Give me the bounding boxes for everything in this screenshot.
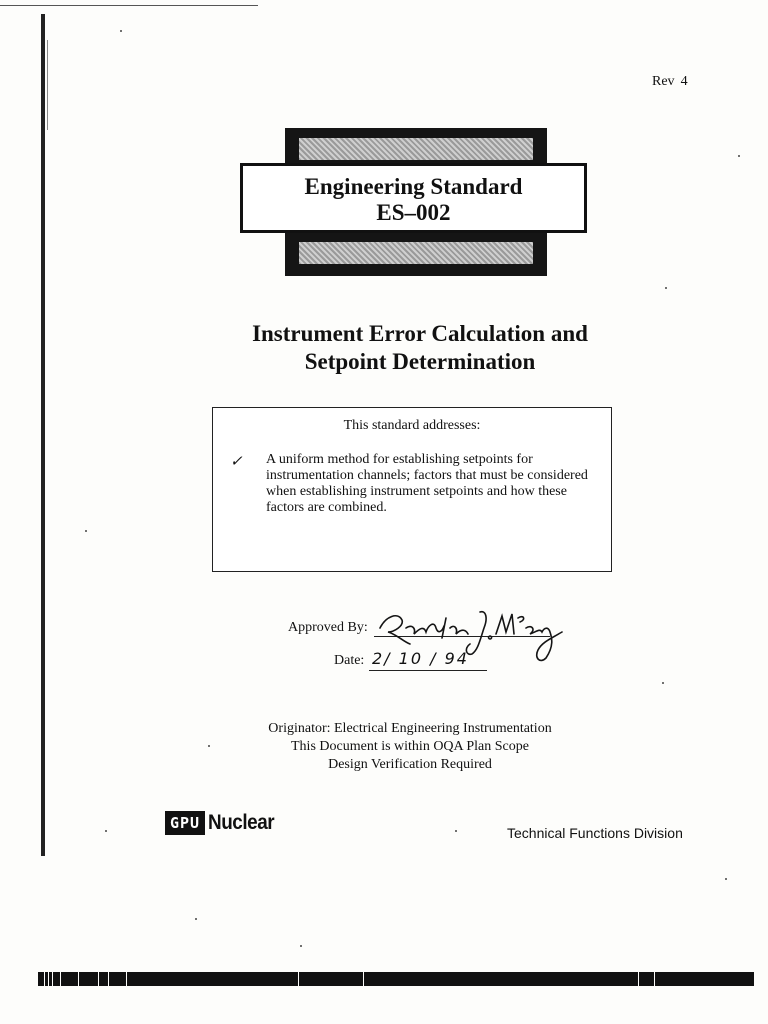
halftone-band-bottom [299, 242, 533, 264]
standard-box [240, 163, 587, 233]
approved-by-label: Approved By: [288, 620, 368, 635]
scope-line: This Document is within OQA Plan Scope [291, 739, 529, 754]
date-value: 2/ 10 / 94 [372, 649, 469, 668]
addresses-heading: This standard addresses: [343, 418, 481, 433]
scan-speck [455, 830, 457, 832]
date-line [369, 670, 487, 671]
date-label: Date: [334, 653, 365, 668]
checkmark-icon: ✓ [230, 454, 243, 470]
scan-speck [85, 530, 87, 532]
logo-name: Nuclear [208, 811, 275, 834]
scan-speck [120, 30, 122, 32]
scan-speck [195, 918, 197, 920]
left-margin-mark [47, 40, 48, 130]
title-line-2: Setpoint Determination [304, 349, 536, 374]
bottom-scan-band [38, 972, 754, 986]
scan-speck [665, 287, 667, 289]
division-name: Technical Functions Division [507, 825, 683, 841]
addresses-item: A uniform method for establishing setpoints for instrumentation channels; factors that must be considered when establishing instrument setpoints and how these factors are combined. [266, 452, 588, 515]
revision [652, 74, 688, 90]
scan-speck [105, 830, 107, 832]
scan-speck [300, 945, 302, 947]
top-rule [0, 5, 258, 6]
addresses-box [212, 407, 612, 572]
gpu-nuclear-logo [165, 811, 282, 835]
gpu-logo-mark: GPU [165, 811, 205, 835]
scan-speck [738, 155, 740, 157]
originator-line: Originator: Electrical Engineering Instrumentation [268, 721, 552, 736]
verification-line: Design Verification Required [328, 757, 492, 772]
originator-block [200, 720, 620, 774]
rev-label: Rev [652, 74, 675, 89]
standard-name: Engineering Standard [304, 174, 523, 199]
scan-speck [725, 878, 727, 880]
rev-number: 4 [680, 74, 688, 89]
scan-speck [208, 745, 210, 747]
document-title [200, 320, 640, 376]
halftone-band-top [299, 138, 533, 160]
standard-number: ES–002 [376, 200, 451, 225]
title-line-1: Instrument Error Calculation and [252, 321, 588, 346]
scan-speck [662, 682, 664, 684]
left-margin-bar [41, 14, 45, 856]
